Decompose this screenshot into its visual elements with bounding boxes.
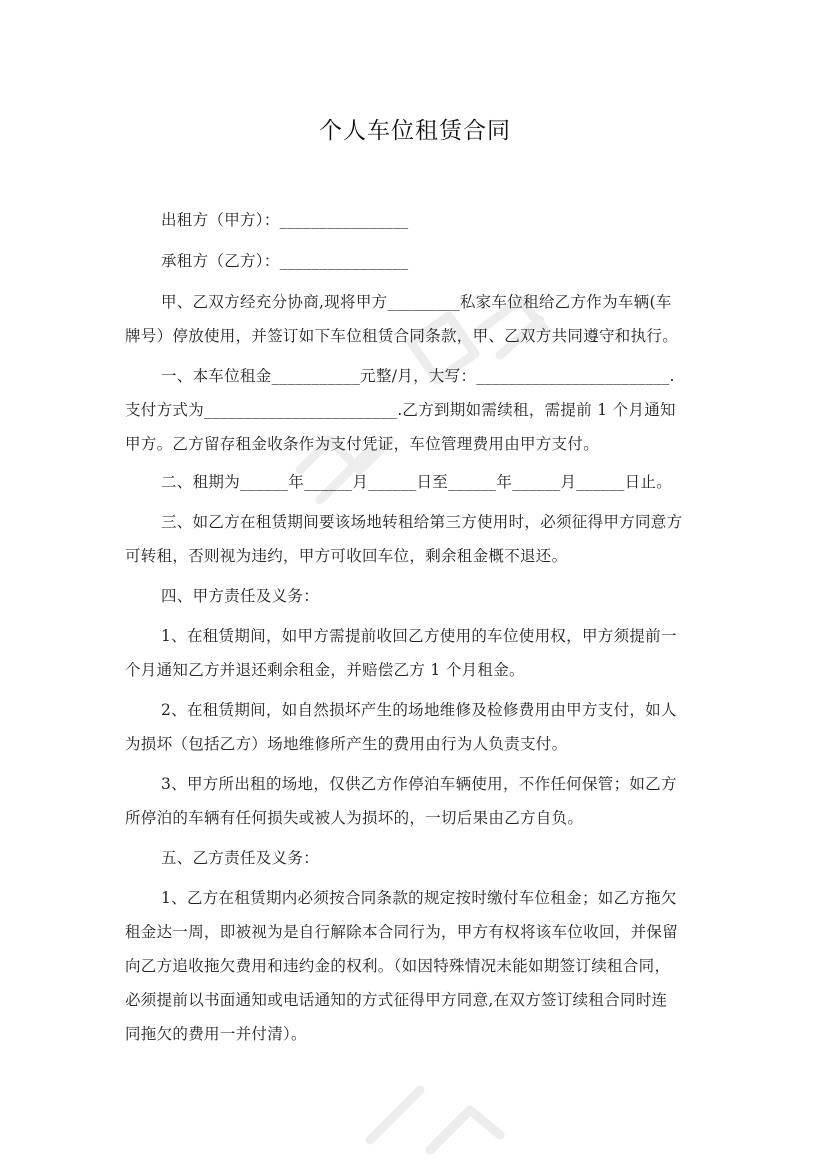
document-title: 个人车位租赁合同	[319, 118, 511, 144]
section-5-item-1-line-5: 同拖欠的费用一并付清）。	[125, 1025, 307, 1043]
section-5-item-1-line-3: 向乙方追收拖欠费用和违约金的权利。（如因特殊情况未能如期签订续租合同，	[125, 957, 671, 975]
intro-paragraph-line-1: 甲、乙双方经充分协商,现将甲方_________私家车位租给乙方作为车辆(车	[161, 293, 672, 311]
lessee-line: 承租方（乙方）：________________	[161, 252, 409, 270]
clause-2-line: 二、租期为______年______月______日至______年______月______日止。	[161, 473, 673, 491]
clause-1-line-2: 支付方式为________________________.乙方到期如需续租，需提前 1 个月通知	[125, 401, 676, 419]
lessor-line: 出租方（甲方）：________________	[161, 211, 409, 229]
intro-paragraph-line-2: 牌号）停放使用，并签订如下车位租赁合同条款，甲、乙双方共同遵守和执行。	[125, 327, 679, 345]
section-4-item-3-line-2: 所停泊的车辆有任何损失或被人为损坏的，一切后果由乙方自负。	[125, 809, 584, 827]
clause-1-line-1: 一、本车位租金___________元整/月，大写：________________________.	[161, 367, 675, 385]
section-5-item-1-line-1: 1、乙方在租赁期内必须按合同条款的规定按时缴付车位租金；如乙方拖欠	[161, 889, 677, 907]
section-4-item-3-line-1: 3、甲方所出租的场地，仅供乙方作停泊车辆使用，不作任何保管；如乙方	[161, 775, 677, 793]
section-5-item-1-line-4: 必须提前以书面通知或电话通知的方式征得甲方同意,在双方签订续租合同时连	[125, 991, 668, 1009]
section-4-heading: 四、甲方责任及义务：	[161, 587, 320, 605]
section-4-item-2-line-2: 为损坏（包括乙方）场地维修所产生的费用由行为人负责支付。	[125, 735, 568, 753]
clause-3-line-1: 三、如乙方在租赁期间要该场地转租给第三方使用时，必须征得甲方同意方	[161, 513, 683, 531]
section-5-item-1-line-2: 租金达一周，即被视为是自行解除本合同行为，甲方有权将该车位收回，并保留	[125, 923, 679, 941]
clause-3-line-2: 可转租，否则视为违约，甲方可收回车位，剩余租金概不退还。	[125, 547, 568, 565]
section-5-heading: 五、乙方责任及义务：	[161, 849, 320, 867]
section-4-item-1-line-2: 个月通知乙方并退还剩余租金，并赔偿乙方 1 个月租金。	[125, 661, 525, 679]
section-4-item-1-line-1: 1、在租赁期间，如甲方需提前收回乙方使用的车位使用权，甲方须提前一	[161, 627, 677, 645]
section-4-item-2-line-1: 2、在租赁期间，如自然损坏产生的场地维修及检修费用由甲方支付，如人	[161, 701, 677, 719]
clause-1-line-3: 甲方。乙方留存租金收条作为支付凭证，车位管理费用由甲方支付。	[125, 435, 600, 453]
